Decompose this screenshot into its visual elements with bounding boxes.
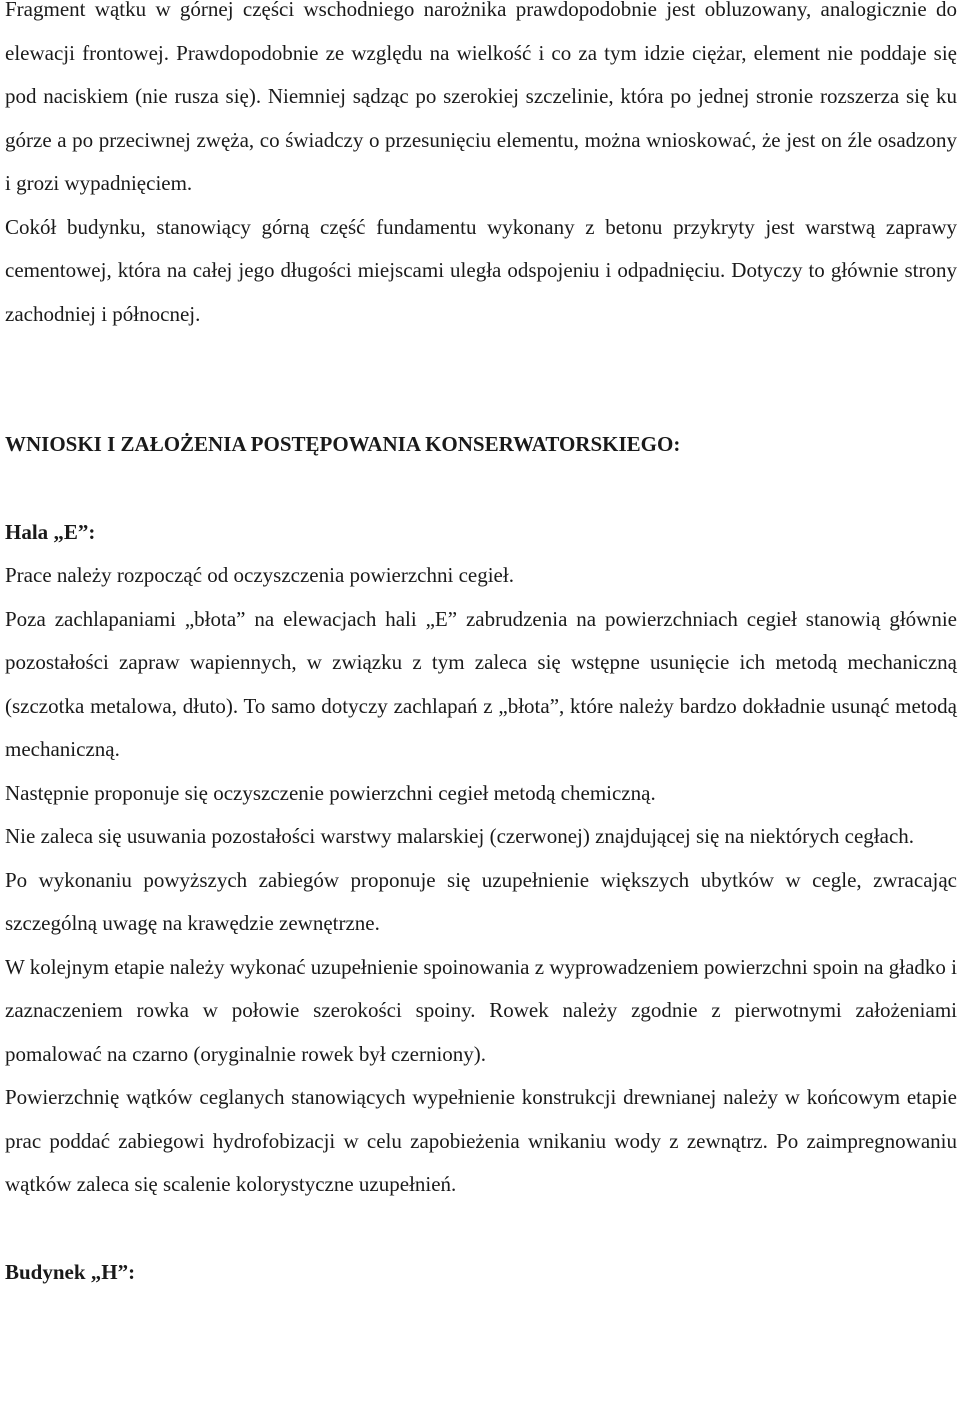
hall-e-paragraph-4: Nie zaleca się usuwania pozostałości warstwy malarskiej (czerwonej) znajdującej się na niektórych cegłach. (5, 824, 915, 848)
spacer (5, 1207, 957, 1251)
spacer (5, 336, 957, 423)
hall-e-paragraph-1: Prace należy rozpocząć od oczyszczenia powierzchni cegieł. (5, 563, 514, 587)
intro-paragraph-2: Cokół budynku, stanowiący górną część fundamentu wykonany z betonu przykryty jest warstwą zaprawy cementowej, która na całej jego długości miejscami uległa odspojeniu i odpadnięciu. Dotyczy to głównie strony zachodniej i północnej. (5, 214, 957, 326)
intro-paragraph-1: Fragment wątku w górnej części wschodniego narożnika prawdopodobnie jest obluzowany, analogicznie do elewacji frontowej. Prawdopodobnie ze względu na wielkość i co za tym idzie ciężar, element nie poddaje się pod naciskiem (nie rusza się). Niemniej sądząc po szerokiej szczelinie, która po jednej stronie rozszerza się ku górze a po przeciwnej zwęża, co świadczy o przesunięciu elementu, można wnioskować, że jest on źle osadzony i grozi wypadnięciem. (5, 0, 957, 195)
building-h-heading: Budynek „H”: (5, 1259, 136, 1284)
hall-e-paragraph-2: Poza zachlapaniami „błota” na elewacjach hali „E” zabrudzenia na powierzchniach cegieł stanowią głównie pozostałości zapraw wapiennych, w związku z tym zaleca się wstępne usunięcie ich metodą mechaniczną (szczotka metalowa, dłuto). To samo dotyczy zachlapań z „błota”, które należy bardzo dokładnie usunąć metodą mechaniczną. (5, 606, 957, 761)
hall-e-paragraph-6: W kolejnym etapie należy wykonać uzupełnienie spoinowania z wyprowadzeniem powierzchni spoin na gładko i zaznaczeniem rowka w połowie szerokości spoiny. Rowek należy zgodnie z pierwotnymi założeniami pomalować na czarno (oryginalnie rowek był czerniony). (5, 954, 957, 1066)
section-title: WNIOSKI I ZAŁOŻENIA POSTĘPOWANIA KONSERWATORSKIEGO: (5, 432, 681, 456)
document-page (5, 0, 957, 1294)
hall-e-paragraph-5: Po wykonaniu powyższych zabiegów proponuje się uzupełnienie większych ubytków w cegle, zwracając szczególną uwagę na krawędzie zewnętrzne. (5, 867, 957, 935)
hall-e-paragraph-3: Następnie proponuje się oczyszczenie powierzchni cegieł metodą chemiczną. (5, 780, 656, 805)
hall-e-heading: Hala „E”: (5, 519, 96, 544)
hall-e-paragraph-7: Powierzchnię wątków ceglanych stanowiących wypełnienie konstrukcji drewnianej należy w końcowym etapie prac poddać zabiegowi hydrofobizacji w celu zapobieżenia wnikaniu wody z zewnątrz. Po zaimpregnowaniu wątków zaleca się scalenie kolorystyczne uzupełnień. (5, 1085, 957, 1196)
spacer (5, 467, 957, 511)
